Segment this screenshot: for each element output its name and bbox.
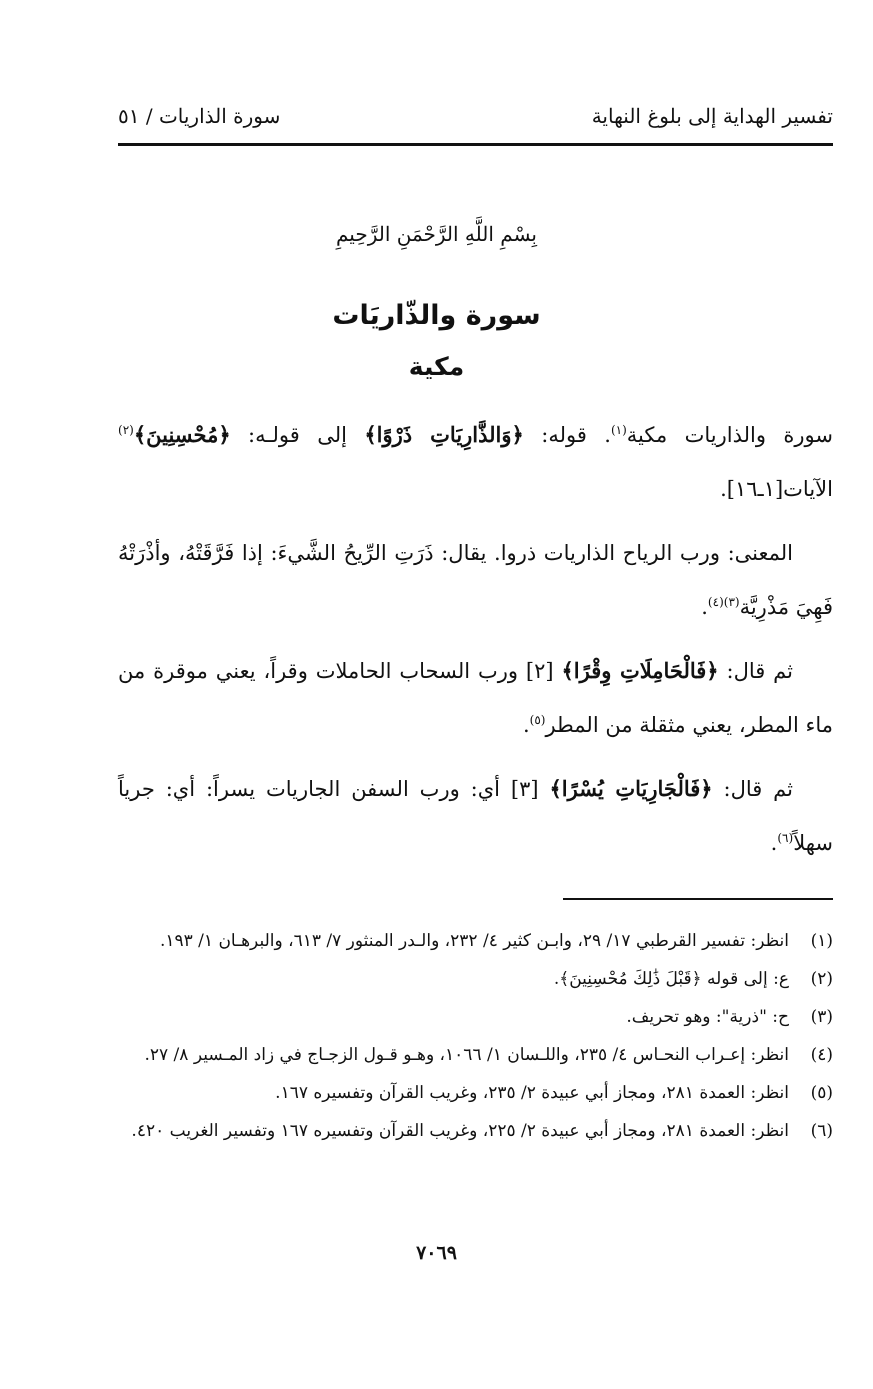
text-span: إلى قولـه:	[230, 423, 365, 447]
text-span: المعنى: ورب الرياح الذاريات ذروا. يقال: ذَرَتِ الرِّيحُ الشَّيءَ: إذا فَرَّقَتْهُ، وأذْرَتْهُ فَهِيَ مَذْرِيَّة	[118, 541, 833, 619]
surah-page-label: سورة الذاريات / ٥١	[118, 104, 281, 128]
quran-quote: ﴿فَالْجَارِيَاتِ يُسْرًا﴾	[549, 776, 713, 801]
quran-quote: ﴿وَالذَّارِيَاتِ ذَرْوًا﴾	[364, 422, 524, 447]
paragraph-intro	[118, 408, 833, 516]
text-span: سورة والذاريات مكية	[626, 423, 833, 447]
footnote-number: (٦)	[810, 1121, 833, 1141]
footnote-text: انظر: تفسير القرطبي ١٧/ ٢٩، وابـن كثير ٤/ ٢٣٢، والـدر المنثور ٧/ ٦١٣، والبرهـان ١/ ١٩٣.	[159, 931, 789, 951]
footnote-number: (١)	[810, 931, 833, 951]
footnote-item	[118, 1074, 833, 1112]
footnote-number: (٢)	[810, 969, 833, 989]
footnote-ref: (٦)	[777, 831, 794, 845]
text-span: ثم قال:	[712, 777, 793, 801]
footnote-item	[118, 960, 833, 998]
footnote-item	[118, 998, 833, 1036]
paragraph-meaning	[118, 526, 833, 634]
quran-quote: ﴿مُحْسِنِينَ﴾	[133, 422, 231, 447]
paragraph-verse-3	[118, 762, 833, 870]
text-span: .	[522, 713, 530, 737]
text-span: . قوله:	[523, 423, 611, 447]
footnote-text: انظر: العمدة ٢٨١، ومجاز أبي عبيدة ٢/ ٢٣٥، وغريب القرآن وتفسيره ١٦٧.	[275, 1083, 789, 1103]
footnote-ref: (١)	[610, 423, 627, 437]
footnotes	[118, 922, 833, 1150]
footnote-number: (٤)	[810, 1045, 833, 1065]
running-header	[118, 96, 833, 136]
footnote-text: ع: إلى قوله ﴿قَبْلَ ذَٰلِكَ مُحْسِنِينَ﴾.	[553, 969, 789, 989]
footnote-text: انظر: العمدة ٢٨١، ومجاز أبي عبيدة ٢/ ٢٢٥، وغريب القرآن وتفسيره ١٦٧ وتفسير الغريب ٤٢٠.	[131, 1121, 789, 1141]
text-span: [٣] أي: ورب السفن الجاريات يسراً: أي: جرياً سهلاً	[118, 777, 833, 855]
text-span: [٢] ورب السحاب الحاملات وقراً، يعني موقرة من ماء المطر، يعني مثقلة من المطر	[118, 659, 833, 737]
quran-quote: ﴿فَالْحَامِلَاتِ وِقْرًا﴾	[561, 658, 719, 683]
text-span: .	[701, 595, 708, 619]
body-text	[118, 408, 833, 880]
footnote-text: ح: "ذرية": وهو تحريف.	[626, 1007, 789, 1027]
footnote-ref: (٣)(٤)	[707, 595, 740, 609]
page-number: ٧٠٦٩	[416, 1242, 457, 1264]
footnote-rule	[563, 898, 833, 900]
footnote-ref: (٥)	[529, 713, 546, 727]
surah-title: سورة والذّاريَات	[332, 300, 541, 331]
text-span: .	[770, 831, 778, 855]
text-span: ثم قال:	[718, 659, 793, 683]
surah-type: مكية	[408, 352, 465, 381]
footnote-number: (٥)	[810, 1083, 833, 1103]
basmala: بِسْمِ اللَّهِ الرَّحْمَنِ الرَّحِيمِ	[335, 222, 537, 246]
footnote-item	[118, 922, 833, 960]
book-title: تفسير الهداية إلى بلوغ النهاية	[591, 104, 833, 128]
text-span: الآيات[١ـ١٦].	[720, 477, 833, 501]
footnote-number: (٣)	[810, 1007, 833, 1027]
footnote-item	[118, 1112, 833, 1150]
footnote-text: انظر: إعـراب النحـاس ٤/ ٢٣٥، واللـسان ١/ ١٠٦٦، وهـو قـول الزجـاج في زاد المـسير ٨/ ٢٧.	[144, 1045, 789, 1065]
paragraph-verse-2	[118, 644, 833, 752]
footnote-ref: (٢)	[118, 423, 134, 437]
footnote-item	[118, 1036, 833, 1074]
header-rule	[118, 143, 833, 146]
